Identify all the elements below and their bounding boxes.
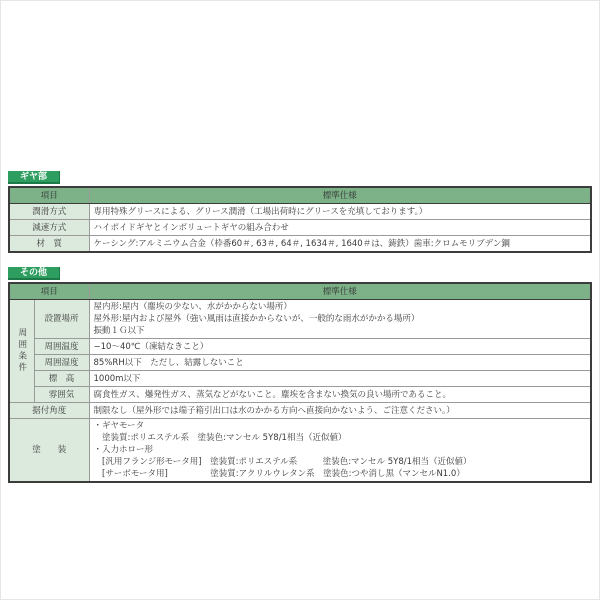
row-value (89, 300, 591, 339)
value-line: 振動１Ｇ以下 (93, 326, 145, 336)
table-row (9, 403, 591, 419)
row-value: 制限なし（屋外形では端子箱引出口は水のかかる方向へ直接向かないよう、ご注意ください。） (89, 403, 591, 419)
column-header-spec: 標準仕様 (89, 187, 591, 204)
table-header-row (9, 283, 591, 300)
table-row (9, 300, 591, 339)
row-label: 周囲温度 (34, 339, 89, 355)
row-value (89, 419, 591, 483)
table-row (9, 419, 591, 483)
column-header-spec: 標準仕様 (89, 283, 591, 300)
section-title-others: その他 (8, 267, 60, 280)
table-row (9, 204, 591, 220)
row-value: −10〜40℃（凍結なきこと） (89, 339, 591, 355)
value-line: ・ギヤモータ (93, 421, 145, 431)
value-line: 屋内形:屋内（塵埃の少ない、水がかからない場所） (93, 302, 292, 312)
row-label: 材 質 (9, 236, 89, 253)
others-spec-table (8, 282, 592, 483)
row-value: 専用特殊グリースによる、グリース潤滑（工場出荷時にグリースを充填しております。） (89, 204, 591, 220)
row-label: 雰囲気 (34, 387, 89, 403)
value-line: [汎用フランジ形モータ用] 塗装質:ポリエステル系 塗装色:マンセル 5Y8/1相当（近似値） (93, 457, 472, 467)
row-label: 周囲湿度 (34, 355, 89, 371)
row-label: 設置場所 (34, 300, 89, 339)
table-row (9, 220, 591, 236)
group-label-environment: 周囲条件 (9, 300, 34, 403)
row-value: ケーシング:アルミニウム合金（枠番60＃, 63＃, 64＃, 1634＃, 1640＃は、鋳鉄）歯車:クロムモリブデン鋼 (89, 236, 591, 253)
row-label: 標 高 (34, 371, 89, 387)
value-line: 塗装質:ポリエステル系 塗装色:マンセル 5Y8/1相当（近似値） (93, 433, 347, 443)
row-value: ハイポイドギヤとインボリュートギヤの組み合わせ (89, 220, 591, 236)
row-label: 据付角度 (9, 403, 89, 419)
table-header-row (9, 187, 591, 204)
table-row (9, 355, 591, 371)
column-header-item: 項目 (9, 283, 89, 300)
table-row (9, 339, 591, 355)
row-label: 塗 装 (9, 419, 89, 483)
section-title-gear: ギヤ部 (8, 171, 60, 184)
row-label: 潤滑方式 (9, 204, 89, 220)
value-line: [サーボモータ用] 塗装質:アクリルウレタン系 塗装色:つや消し黒（マンセルN1.0） (93, 469, 465, 479)
value-line: ・入力ホロー形 (93, 445, 154, 455)
table-row (9, 236, 591, 253)
value-line: 屋外形:屋内および屋外（強い風雨は直接かからないが、一般的な雨水がかかる場所） (93, 314, 420, 324)
row-value: 腐食性ガス、爆発性ガス、蒸気などがないこと。塵埃を含まない換気の良い場所であること。 (89, 387, 591, 403)
table-row (9, 371, 591, 387)
row-value: 1000m以下 (89, 371, 591, 387)
spec-content (8, 164, 592, 483)
row-label: 減速方式 (9, 220, 89, 236)
column-header-item: 項目 (9, 187, 89, 204)
gear-spec-table (8, 186, 592, 253)
table-row (9, 387, 591, 403)
row-value: 85%RH以下 ただし、結露しないこと (89, 355, 591, 371)
